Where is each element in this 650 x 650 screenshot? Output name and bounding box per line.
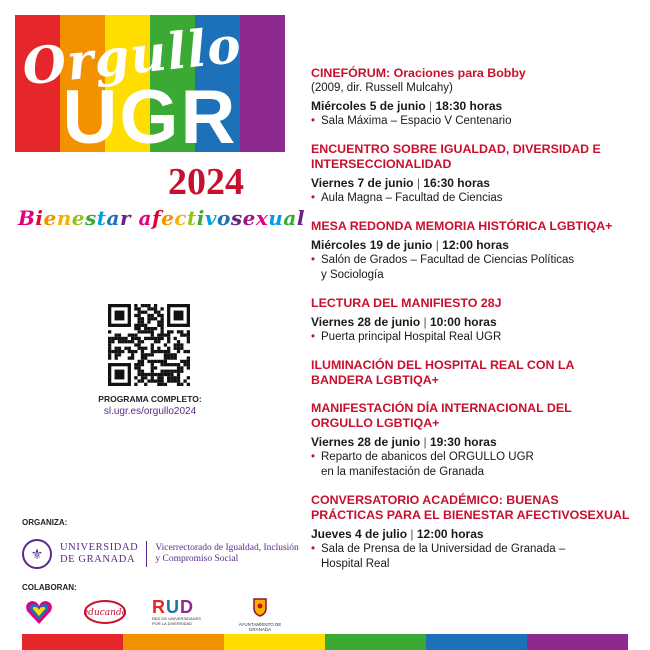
- year: 2024: [168, 161, 244, 203]
- bullet-icon: •: [311, 115, 316, 127]
- rud-letters: RUD: [152, 597, 194, 617]
- event-location-line: Puerta principal Hospital Real UGR: [321, 331, 502, 343]
- subtitle-letter: a: [138, 206, 152, 230]
- logo-divider: [146, 541, 147, 567]
- event-date: Miércoles 19 de junio | 12:00 horas: [311, 238, 509, 252]
- event-title: MESA REDONDA MEMORIA HISTÓRICA LGBTIQA+: [311, 219, 613, 233]
- subtitle-letter: n: [56, 206, 72, 230]
- subtitle-letter: B: [18, 206, 36, 230]
- ugr-name-line2: DE GRANADA: [60, 554, 136, 565]
- program-link-path: orgullo2024: [143, 406, 197, 417]
- subtitle-letter: s: [85, 206, 97, 230]
- rainbow-stripe: [325, 634, 426, 650]
- subtitle-letter: c: [174, 206, 188, 230]
- rainbow-stripe: [426, 634, 527, 650]
- ugr-seal-icon: ⚜: [22, 539, 52, 569]
- event-location: [311, 542, 631, 572]
- rud-logo: [152, 598, 202, 626]
- event-date: Miércoles 5 de junio | 18:30 horas: [311, 99, 503, 113]
- event-location-line: Sala de Prensa de la Universidad de Granada –: [321, 543, 566, 555]
- subtitle-letter: e: [71, 206, 86, 230]
- event-title: ILUMINACIÓN DEL HOSPITAL REAL CON LA BANDERA LGBTIQA+: [311, 358, 574, 387]
- event-date: Viernes 28 de junio | 19:30 horas: [311, 435, 497, 449]
- event-title: LECTURA DEL MANIFIESTO 28J: [311, 296, 502, 310]
- educando-badge-icon: [84, 600, 126, 624]
- ugr-logo: [22, 539, 299, 569]
- subtitle-letter: u: [268, 206, 284, 230]
- event-location: [311, 450, 631, 480]
- subtitle-letter: s: [230, 206, 243, 230]
- subtitle-letter: e: [161, 206, 175, 230]
- bottom-rainbow-bar: [22, 634, 628, 650]
- bullet-icon: •: [311, 331, 316, 343]
- program-link[interactable]: [0, 406, 300, 417]
- event-date: Jueves 4 de julio | 12:00 horas: [311, 527, 484, 541]
- title-script-orgullo: Orgullo: [19, 14, 245, 97]
- event-location: [311, 253, 631, 283]
- event-location-line: y Sociología: [321, 269, 384, 281]
- rainbow-heart-icon: [24, 597, 54, 627]
- event-item: [311, 296, 631, 345]
- event-item: [311, 358, 631, 388]
- subtitle-letter: o: [217, 206, 231, 230]
- event-title: ENCUENTRO SOBRE IGUALDAD, DIVERSIDAD E INTERSECCIONALIDAD: [311, 142, 601, 171]
- subtitle-letter: r: [120, 206, 132, 230]
- subtitle-letter: x: [255, 206, 269, 230]
- educando-logo: [84, 600, 126, 629]
- colaboran-label: COLABORAN:: [22, 583, 77, 592]
- event-location-line: en la manifestación de Granada: [321, 466, 485, 478]
- event-item: [311, 142, 631, 206]
- event-location-line: Hospital Real: [321, 558, 390, 570]
- shield-icon: [252, 597, 268, 617]
- program-link-prefix: sl.ugr.es/: [103, 406, 144, 417]
- bullet-icon: •: [311, 543, 316, 555]
- rainbow-stripe: [527, 634, 628, 650]
- subtitle-bienestar: [18, 206, 305, 230]
- event-subtitle: (2009, dir. Russell Mulcahy): [311, 82, 453, 94]
- subtitle-letter: t: [96, 206, 107, 230]
- event-location: [311, 114, 631, 129]
- qr-code[interactable]: [108, 304, 190, 386]
- subtitle-letter: a: [106, 206, 121, 230]
- organiza-label: ORGANIZA:: [22, 518, 68, 527]
- event-item: [311, 66, 631, 129]
- event-location: [311, 330, 631, 345]
- event-location-line: Salón de Grados – Facultad de Ciencias Políticas: [321, 254, 575, 266]
- subtitle-letter: e: [43, 206, 57, 230]
- ugr-name: [60, 542, 138, 566]
- event-title: MANIFESTACIÓN DÍA INTERNACIONAL DEL ORGULLO LGBTIQA+: [311, 401, 572, 430]
- ayuntamiento-name: AYUNTAMIENTO DE GRANADA: [238, 622, 282, 632]
- title-ugr: UGR: [62, 75, 238, 160]
- event-location: [311, 191, 631, 206]
- program-label: PROGRAMA COMPLETO:: [98, 394, 202, 404]
- subtitle-letter: t: [187, 206, 197, 230]
- vicerrectorado-name: [155, 543, 298, 565]
- subtitle-letter: f: [152, 206, 162, 230]
- vicerrectorado-line2: y Compromiso Social: [155, 554, 239, 564]
- bullet-icon: •: [311, 451, 316, 463]
- event-item: [311, 219, 631, 283]
- bullet-icon: •: [311, 254, 316, 266]
- svg-text:educando: educando: [84, 608, 126, 618]
- rud-subtitle: RED DE UNIVERSIDADES POR LA DIVERSIDAD: [152, 616, 201, 626]
- bullet-icon: •: [311, 192, 316, 204]
- event-title: CINEFÓRUM: Oraciones para Bobby: [311, 66, 526, 80]
- subtitle-letter: a: [283, 206, 297, 230]
- rainbow-stripe: [123, 634, 224, 650]
- event-title: CONVERSATORIO ACADÉMICO: BUENAS PRÁCTICAS PARA EL BIENESTAR AFECTIVOSEXUAL: [311, 493, 630, 522]
- rainbow-stripe: [224, 634, 325, 650]
- subtitle-letter: e: [242, 206, 256, 230]
- subtitle-letter: v: [204, 206, 218, 230]
- ugr-name-line1: UNIVERSIDAD: [60, 542, 139, 553]
- event-date: Viernes 7 de junio | 16:30 horas: [311, 176, 490, 190]
- subtitle-letter: i: [196, 206, 205, 230]
- rainbow-stripe: [22, 634, 123, 650]
- event-location-line: Aula Magna – Facultad de Ciencias: [321, 192, 503, 204]
- event-item: [311, 401, 631, 480]
- vicerrectorado-line1: Vicerrectorado de Igualdad, Inclusión: [155, 543, 299, 553]
- ayuntamiento-logo: [230, 597, 290, 632]
- subtitle-letter: l: [296, 206, 305, 230]
- event-item: [311, 493, 631, 572]
- events-list: [311, 66, 631, 585]
- orgullo-granada-logo: [24, 597, 54, 632]
- subtitle-letter: [131, 206, 138, 230]
- event-location-line: Sala Máxima – Espacio V Centenario: [321, 115, 512, 127]
- event-location-line: Reparto de abanicos del ORGULLO UGR: [321, 451, 534, 463]
- event-date: Viernes 28 de junio | 10:00 horas: [311, 315, 497, 329]
- subtitle-letter: i: [35, 206, 44, 230]
